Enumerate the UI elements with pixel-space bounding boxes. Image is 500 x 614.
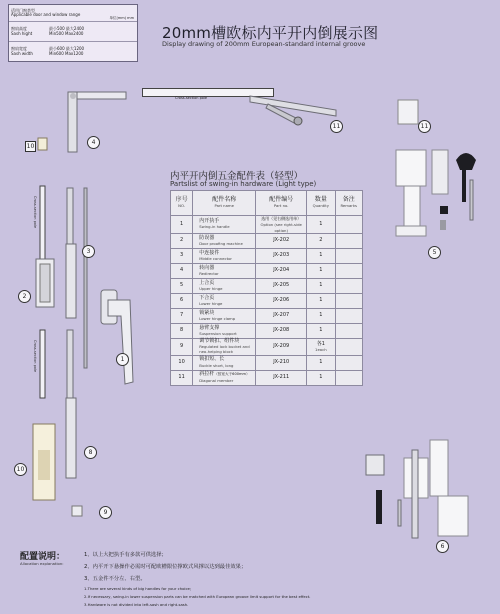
cell-no: 3 <box>171 248 193 263</box>
hdr-partno-cn: 配件编号 <box>269 195 294 203</box>
cell-part: JX-202 <box>256 233 307 248</box>
cell-qty: 1 <box>307 370 335 385</box>
note-line-2: 2、内平开下悬操作必需时可配欧槽限位撑欧式风撑以达到最佳效果； <box>84 564 247 570</box>
cell-qty-en: 1each <box>315 346 327 352</box>
cell-remark <box>335 293 362 308</box>
cell-no: 10 <box>171 355 193 370</box>
hdr-qty-en: Quantity <box>312 203 330 208</box>
cell-qty: 1 <box>307 278 335 293</box>
cell-name-note: （按宽大于600mm） <box>214 372 250 377</box>
cell-part: JX-210 <box>256 355 307 370</box>
size-value-en: Min500 Max2400 <box>49 30 84 36</box>
page-subtitle: Display drawing of 200mm European-standard internal groove <box>162 40 366 48</box>
cell-part: JX-204 <box>256 263 307 278</box>
cell-name-en: Suspension support <box>199 330 237 336</box>
cell-part: JX-207 <box>256 308 307 323</box>
note-line-1: 1、以上大把执手有多款可供选择； <box>84 552 167 558</box>
cell-name-cn: 下合页 <box>199 294 215 301</box>
hdr-no-cn: 序号 <box>175 195 188 203</box>
page-title: 20mm槽欧标内平开内倒展示图 <box>162 24 379 42</box>
cell-remark <box>335 278 362 293</box>
cell-name-cn: 悬臂支撑 <box>199 324 220 331</box>
callout-6: 6 <box>436 540 449 553</box>
parts-title-en: Partslist of swing-in hardware (Light type) <box>170 180 317 188</box>
callout-11-arm: 11 <box>330 120 343 133</box>
cell-part: JX-211 <box>256 370 307 385</box>
cell-name-cn: 上合页 <box>199 279 215 286</box>
cell-part: JX-208 <box>256 323 307 338</box>
cell-name-en: Regulated lock bucket and neo-helping block <box>199 344 250 355</box>
cell-name-cn: 锁扣短、长 <box>199 356 225 363</box>
cell-part: 选用（见右侧选用单） <box>261 216 302 221</box>
cell-qty: 1 <box>307 216 335 234</box>
table-row <box>171 248 363 263</box>
cell-no: 9 <box>171 338 193 355</box>
note-en-3: 3.Hardware is not divided into left-sash and right-sash. <box>84 602 189 607</box>
cell-name-en: Diagonal member <box>199 377 234 383</box>
parts-table <box>170 190 363 386</box>
cell-name-en: Lower hinge clamp <box>199 315 236 321</box>
size-unit: 单位(mm) mm <box>109 16 134 20</box>
cell-part: JX-205 <box>256 278 307 293</box>
size-value-cn: 最小500 最大2400 <box>49 26 85 31</box>
table-row <box>171 263 363 278</box>
cell-name-cn: 调节锁扣、组件块 <box>199 337 240 344</box>
cell-qty: 2 <box>307 233 335 248</box>
hdr-qty-cn: 数量 <box>314 195 327 203</box>
table-row <box>171 216 363 234</box>
cell-remark <box>335 308 362 323</box>
size-header-en: Applicable door and window range <box>11 12 81 17</box>
hdr-no-en: NO. <box>178 203 186 208</box>
cell-qty: 1 <box>307 355 335 370</box>
callout-10-top: 10 <box>26 143 35 150</box>
cell-no: 4 <box>171 263 193 278</box>
cell-qty: 1 <box>307 248 335 263</box>
cell-qty: 各1 <box>316 340 325 347</box>
cell-qty: 1 <box>307 308 335 323</box>
notes-title-cn: 配置说明： <box>20 552 66 562</box>
cell-name-en: Swing-in handle <box>199 224 230 230</box>
note-line-3: 3、五金件不分左、右型。 <box>84 576 146 582</box>
callout-1: 1 <box>116 353 129 366</box>
cell-no: 5 <box>171 278 193 293</box>
table-row <box>171 308 363 323</box>
callout-11-right: 11 <box>418 120 431 133</box>
size-label-en: Sash width <box>11 50 33 56</box>
table-row <box>171 278 363 293</box>
cell-no: 2 <box>171 233 193 248</box>
cell-name-cn: 转向器 <box>199 264 215 271</box>
cell-part: JX-203 <box>256 248 307 263</box>
size-label-en: Sash hight <box>11 30 33 36</box>
cell-part-en: Option (see right-side option) <box>260 222 302 233</box>
table-row <box>171 233 363 248</box>
callout-10-bottom: 10 <box>14 463 27 476</box>
cell-part: JX-209 <box>256 338 307 355</box>
callout-4: 4 <box>87 136 100 149</box>
callout-2: 2 <box>18 290 31 303</box>
cell-qty: 1 <box>307 263 335 278</box>
table-row <box>171 338 363 355</box>
cell-no: 6 <box>171 293 193 308</box>
hdr-name-cn: 配件名称 <box>212 195 237 203</box>
callout-9: 9 <box>99 506 112 519</box>
cell-remark <box>335 355 362 370</box>
cell-no: 1 <box>171 216 193 234</box>
cell-no: 7 <box>171 308 193 323</box>
suspension-arm-illustration <box>250 96 336 125</box>
size-value-en: Min600 Max1200 <box>49 50 84 56</box>
cell-remark <box>335 370 362 385</box>
table-row <box>171 370 363 385</box>
note-en-1: 1.There are several kinds of big handles for your choice; <box>84 586 192 591</box>
strip-label-lower: Cross-section pole <box>33 340 37 373</box>
cell-qty: 1 <box>307 293 335 308</box>
cell-remark <box>335 263 362 278</box>
cell-part: JX-206 <box>256 293 307 308</box>
cell-name-cn: 内开执手 <box>199 218 220 225</box>
callout-3: 3 <box>82 245 95 258</box>
cell-remark <box>335 233 362 248</box>
cell-remark <box>335 216 362 234</box>
hdr-remarks-en: Remarks <box>340 203 358 208</box>
hdr-remarks-cn: 备注 <box>342 195 355 203</box>
cell-name-cn: 中连接件 <box>199 249 220 256</box>
cell-remark <box>335 338 362 355</box>
cell-remark <box>335 248 362 263</box>
size-label-cn: 窗扇宽度 <box>11 46 27 51</box>
cell-remark <box>335 323 362 338</box>
parts-title-cn: 内平开内倒五金配件表（轻型） <box>170 171 304 182</box>
cell-no: 11 <box>171 370 193 385</box>
cell-name-en: Lower hinge <box>199 300 223 306</box>
callout-5: 5 <box>428 246 441 259</box>
cell-name-en: Redirector <box>199 270 219 276</box>
table-row <box>171 293 363 308</box>
hdr-partno-en: Part no. <box>273 203 289 208</box>
cell-name-en: Buckle short, long <box>199 362 234 368</box>
notes-title-en: Allocation explanation: <box>20 561 64 566</box>
cell-name-cn: 斜拉杆 <box>199 371 215 378</box>
cell-name-en: Door proofing machine <box>199 240 243 246</box>
cell-name-en: Middle connector <box>199 255 232 261</box>
parts-header-row <box>171 191 363 216</box>
cell-no: 8 <box>171 323 193 338</box>
cell-name-cn: 锁紧块 <box>199 309 215 316</box>
strip-label-upper: Cross-section pole <box>33 196 37 229</box>
table-row <box>171 323 363 338</box>
cell-qty: 1 <box>307 323 335 338</box>
size-header-cn: 适用门窗类型 <box>11 7 35 13</box>
note-en-2: 2.If necessary, swing-in lower suspension parts can be matched with European groove limit support for the best effect. <box>84 594 311 599</box>
size-value-cn: 最小600 最大1200 <box>49 46 85 51</box>
cell-name-en: Upper hinge <box>199 285 223 291</box>
size-label-cn: 窗扇高度 <box>11 26 27 31</box>
hdr-name-en: Part name <box>214 203 234 208</box>
cell-name-cn: 防误器 <box>199 234 215 241</box>
table-row <box>171 355 363 370</box>
callout-8: 8 <box>84 446 97 459</box>
ruler-label: Cross-section pole <box>175 96 208 100</box>
